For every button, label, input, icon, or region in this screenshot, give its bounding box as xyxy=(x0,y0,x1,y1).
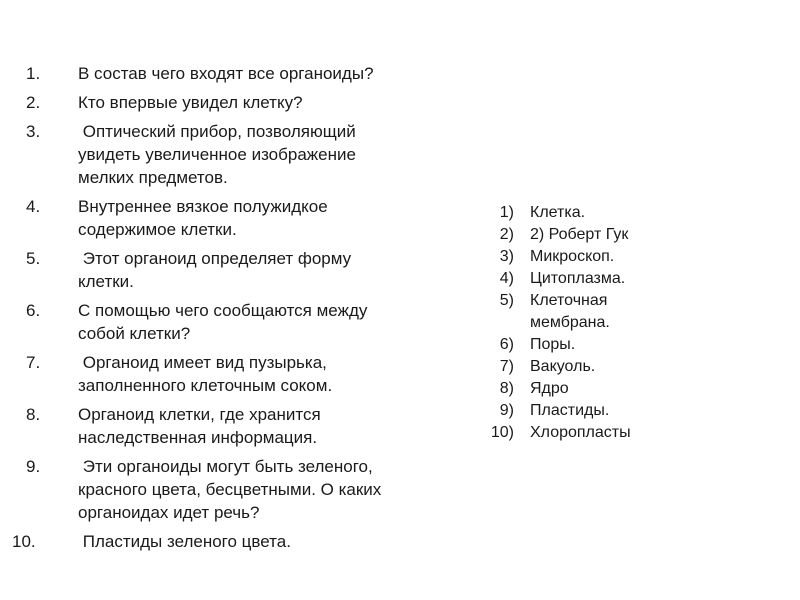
question-number: 9. xyxy=(26,457,41,476)
answer-text: Ядро xyxy=(530,380,569,397)
answer-text: Хлоропласты xyxy=(530,424,631,441)
answer-text: Поры. xyxy=(530,336,576,353)
question-text: Этот органоид определяет форму клетки. xyxy=(78,249,356,291)
question-item xyxy=(0,403,420,449)
answer-text: Клетка. xyxy=(530,204,586,221)
question-text: Оптический прибор, позволяющий увидеть увеличенное изображение мелких предметов. xyxy=(78,122,361,187)
answer-number: 7) xyxy=(499,358,514,375)
question-text: Внутреннее вязкое полужидкое содержимое клетки. xyxy=(78,197,333,239)
answer-text: Вакуоль. xyxy=(530,358,596,375)
answer-number: 1) xyxy=(499,204,514,221)
answer-item xyxy=(486,378,686,400)
question-text: В состав чего входят все органоиды? xyxy=(78,64,374,83)
question-item xyxy=(0,299,420,345)
question-item xyxy=(0,455,420,524)
answer-item xyxy=(486,202,686,224)
question-text: Органоид клетки, где хранится наследственная информация. xyxy=(78,405,326,447)
question-number: 1. xyxy=(26,64,41,83)
answer-number: 9) xyxy=(499,402,514,419)
answer-number: 2) xyxy=(499,226,514,243)
question-number: 2. xyxy=(26,93,41,112)
answer-text: 2) Роберт Гук xyxy=(530,226,629,243)
questions-list xyxy=(0,62,420,559)
question-item xyxy=(0,91,420,114)
answer-number: 8) xyxy=(499,380,514,397)
answer-item xyxy=(486,290,686,334)
question-text: Эти органоиды могут быть зеленого, красного цвета, бесцветными. О каких органоидах идет речь? xyxy=(78,457,387,522)
question-number: 5. xyxy=(26,249,41,268)
answer-item xyxy=(486,246,686,268)
answer-item xyxy=(486,356,686,378)
answer-item xyxy=(486,400,686,422)
answer-item xyxy=(486,334,686,356)
answer-text: Пластиды. xyxy=(530,402,610,419)
answer-text: Цитоплазма. xyxy=(530,270,626,287)
question-number: 4. xyxy=(26,197,41,216)
question-item xyxy=(0,62,420,85)
question-text: Органоид имеет вид пузырька, заполненного клеточным соком. xyxy=(78,353,333,395)
answer-item xyxy=(486,224,686,246)
question-item xyxy=(0,351,420,397)
question-text: С помощью чего сообщаются между собой клетки? xyxy=(78,301,373,343)
answer-number: 4) xyxy=(499,270,514,287)
answers-list xyxy=(486,202,686,444)
answer-number: 5) xyxy=(499,292,514,309)
question-item xyxy=(0,247,420,293)
answer-number: 10) xyxy=(490,424,514,441)
question-number: 8. xyxy=(26,405,41,424)
question-number: 6. xyxy=(26,301,41,320)
answer-text: Микроскоп. xyxy=(530,248,615,265)
question-text: Кто впервые увидел клетку? xyxy=(78,93,303,112)
answer-text: Клеточная мембрана. xyxy=(530,292,610,331)
answer-number: 3) xyxy=(499,248,514,265)
question-number: 10. xyxy=(12,532,36,551)
question-number: 3. xyxy=(26,122,41,141)
question-item xyxy=(0,120,420,189)
question-text: Пластиды зеленого цвета. xyxy=(78,532,291,551)
question-item xyxy=(0,530,420,553)
answer-number: 6) xyxy=(499,336,514,353)
answer-item xyxy=(486,422,686,444)
question-item xyxy=(0,195,420,241)
answer-item xyxy=(486,268,686,290)
question-number: 7. xyxy=(26,353,41,372)
